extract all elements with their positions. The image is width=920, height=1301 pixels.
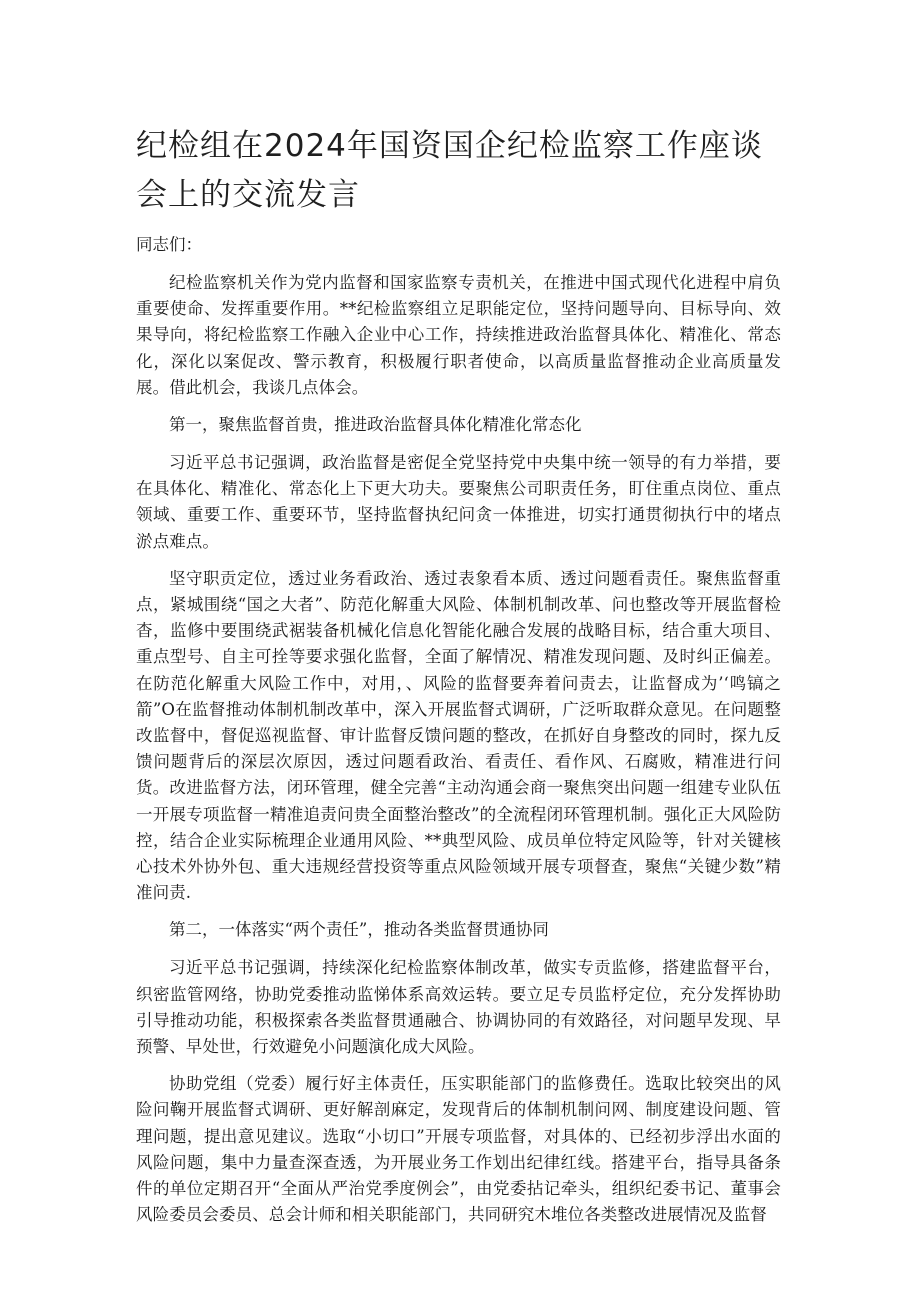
section-heading-1: 第一，聚焦监督首贵，推进政治监督具体化精准化常态化 (169, 415, 582, 435)
paragraph-2-1: 习近平总书记强调，持续深化纪检监察体制改革，做实专贡监修，搭建监督平台，织密监管网络，协助党委推动监悌体系高效运转。要立足专员监杼定位，充分发挥协助引导推动功能，积极探索各类监督贯通融合、协调协同的有效路径，对问题早发现、早预警、早处世，行效避免小问题演化成大风险。 (136, 958, 781, 1057)
paragraph-1-2: 坚守职贡定位，透过业务看政治、透过表象看本质、透过问题看责任。聚焦监督重点，紧城围绕“国之大者”、防范化解重大风险、体制机制改革、问也整改等开展监督检杳，监修中要围绕武裾装备机械化信息化智能化融合发展的战略目标，结合重大项目、重点型号、自主可拴等要求强化监督，全面了解情况、精准发现问题、及时纠正偏差。在防范化解重大风险工作中，对用，、风险的监督要奔着问责去，让监督成为’‘鸣镐之箭”O在监督推动体制机制改革中，深入开展监督式调研，广泛听取群众意见。在问题整改监督中，督促巡视监督、审计监督反馈问题的整改，在抓好自身整改的同时，探九反馈问题背后的深层次原因，透过问题看政治、看责任、看作风、石腐败，精准进行问货。改进监督方法，闭环管理，健全完善“主动沟通会商一聚焦突出问题一组建专业队伍一开展专项监督一精准追责问贵全面整治整改”的全流程闭环管理机制。强化正大风险防控，结合企业实际梳理企业通用风险、**典型风险、成员单位特定风险等，针对关键核心技术外协外包、重大违规经营投资等重点风险领域开展专项督查，聚焦“关键少数”精准问责. (136, 568, 781, 903)
salutation: 同志们： (136, 235, 202, 254)
section-heading-2: 第二，一体落实“两个责任”，推动各类监督贯通协同 (169, 920, 549, 940)
paragraph-2-2: 协助党组（党委）履行好主体责任，压实职能部门的监修费任。选取比较突出的风险问鞠开展监督式调研、更好解剖麻定，发现背后的体制机制问网、制度建设问题、管理问题，提出意见建议。选取“小切口”开展专项监督，对具体的、已经初步浮出水面的风险问题，集中力量查深查透，为开展业务工作划出纪律红线。搭建平台，指导具备条件的单位定期召开“全面从严治党季度例会”，由党委拈记牵头，组织纪委书记、董事会风险委员会委员、总会计师和相关职能部门，共同研究木堆位各类整改进展情况及监督 (136, 1074, 781, 1225)
document-title: 纪检组在2024年国资国企纪检监察工作座谈会上的交流发言 (136, 128, 763, 213)
paragraph-1-1: 习近平总书记强调，政治监督是密促全党坚持党中央集中统一领导的有力举措，要在具体化、精准化、常态化上下更大功夫。要聚焦公司职责任务，盯住重点岗位、重点领域、重要工作、重要环节，坚持监督执纪问贪一体推进，切实打通贯彻执行中的堵点淤点难点。 (136, 453, 781, 551)
document-body (136, 232, 781, 1240)
paragraph-intro: 纪检监察机关作为党内监督和国家监察专责机关，在推进中国式现代化进程中肩负重要使命、发挥重要作用。**纪检监察组立足职能定位，坚持问题导向、目标导向、效果导向，将纪检监察工作融入企业中心工作，持续推进政治监督具体化、精准化、常态化，深化以案促改、警示教育，积极履行职者使命，以高质量监督推动企业高质量发展。借此机会，我谈几点体会。 (136, 273, 781, 397)
